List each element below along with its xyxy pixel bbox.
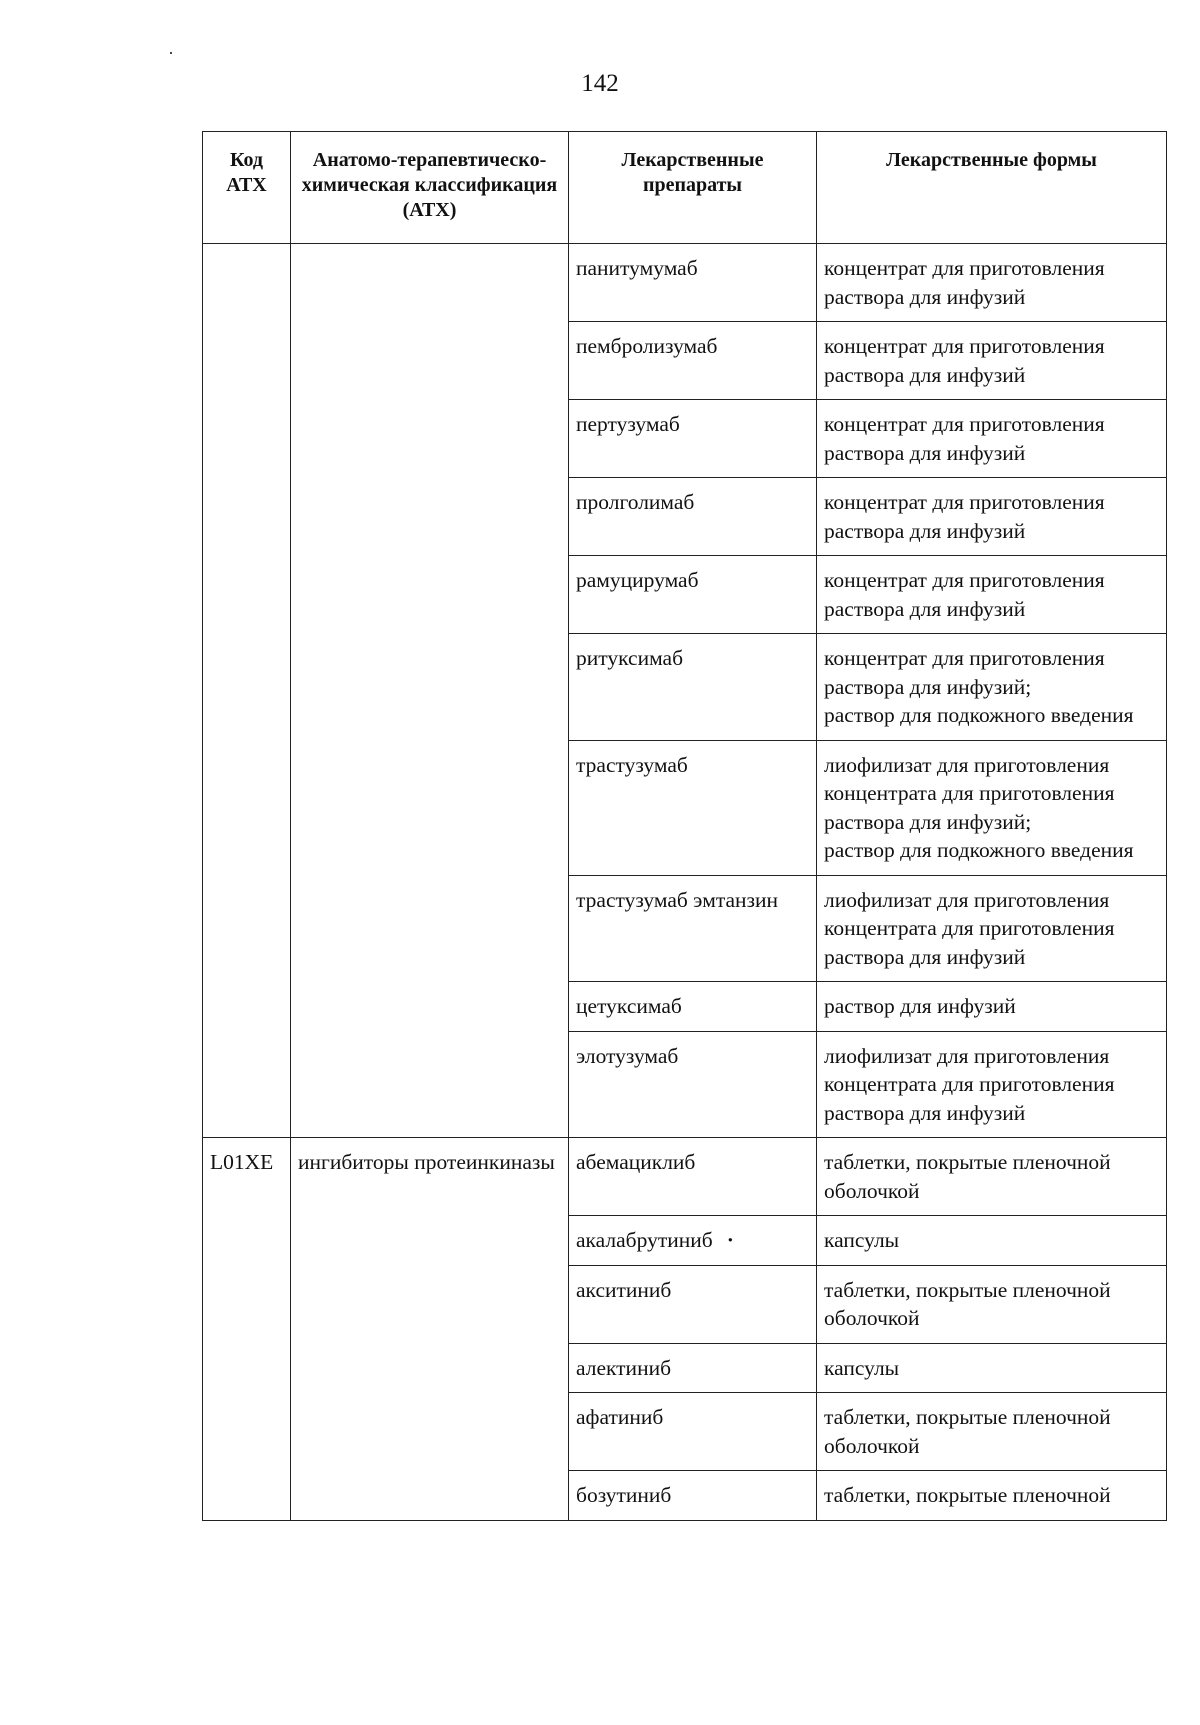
drug-cell: афатиниб [569, 1393, 817, 1471]
drug-table [202, 131, 1167, 1521]
drug-cell: абемациклиб [569, 1138, 817, 1216]
forms-cell: концентрат для приготовления раствора для инфузий [817, 400, 1167, 478]
header-code: Код АТХ [203, 132, 291, 244]
header-classification: Анатомо-терапевтическо-химическая классификация (АТХ) [291, 132, 569, 244]
forms-cell: таблетки, покрытые пленочной оболочкой [817, 1393, 1167, 1471]
atx-code-cell: L01XE [203, 1138, 291, 1521]
forms-cell: таблетки, покрытые пленочной оболочкой [817, 1138, 1167, 1216]
atx-code-cell [203, 244, 291, 1138]
forms-cell: концентрат для приготовления раствора для инфузий; раствор для подкожного введения [817, 634, 1167, 741]
drug-cell: панитумумаб [569, 244, 817, 322]
forms-cell: раствор для инфузий [817, 982, 1167, 1032]
drug-cell: пембролизумаб [569, 322, 817, 400]
header-drugs: Лекарственные препараты [569, 132, 817, 244]
table-body [203, 244, 1167, 1521]
drug-cell: трастузумаб эмтанзин [569, 875, 817, 982]
drug-cell [569, 1216, 817, 1266]
drug-cell: цетуксимаб [569, 982, 817, 1032]
forms-cell: концентрат для приготовления раствора для инфузий [817, 478, 1167, 556]
drug-name: акалабрутиниб [576, 1228, 713, 1252]
forms-cell: таблетки, покрытые пленочной оболочкой [817, 1265, 1167, 1343]
atx-group-cell: ингибиторы протеинкиназы [291, 1138, 569, 1521]
atx-group-cell [291, 244, 569, 1138]
drug-cell: рамуцирумаб [569, 556, 817, 634]
drug-cell: элотузумаб [569, 1031, 817, 1138]
table-row [203, 1138, 1167, 1216]
page-number: 142 [581, 70, 619, 97]
drug-cell: ритуксимаб [569, 634, 817, 741]
drug-cell: пролголимаб [569, 478, 817, 556]
forms-cell: концентрат для приготовления раствора для инфузий [817, 322, 1167, 400]
drug-cell: бозутиниб [569, 1471, 817, 1521]
forms-cell: лиофилизат для приготовления концентрата для приготовления раствора для инфузий [817, 875, 1167, 982]
drug-cell: алектиниб [569, 1343, 817, 1393]
scan-speck: · [726, 1228, 734, 1252]
forms-cell: капсулы [817, 1343, 1167, 1393]
table-row [203, 244, 1167, 322]
forms-cell: капсулы [817, 1216, 1167, 1266]
header-forms: Лекарственные формы [817, 132, 1167, 244]
drug-cell: пертузумаб [569, 400, 817, 478]
forms-cell: лиофилизат для приготовления концентрата для приготовления раствора для инфузий; раствор для подкожного введения [817, 740, 1167, 875]
forms-cell: таблетки, покрытые пленочной [817, 1471, 1167, 1521]
forms-cell: концентрат для приготовления раствора для инфузий [817, 244, 1167, 322]
scan-speck [170, 52, 172, 54]
drug-cell: трастузумаб [569, 740, 817, 875]
forms-cell: концентрат для приготовления раствора для инфузий [817, 556, 1167, 634]
forms-cell: лиофилизат для приготовления концентрата для приготовления раствора для инфузий [817, 1031, 1167, 1138]
drug-cell: акситиниб [569, 1265, 817, 1343]
header-row [203, 132, 1167, 244]
